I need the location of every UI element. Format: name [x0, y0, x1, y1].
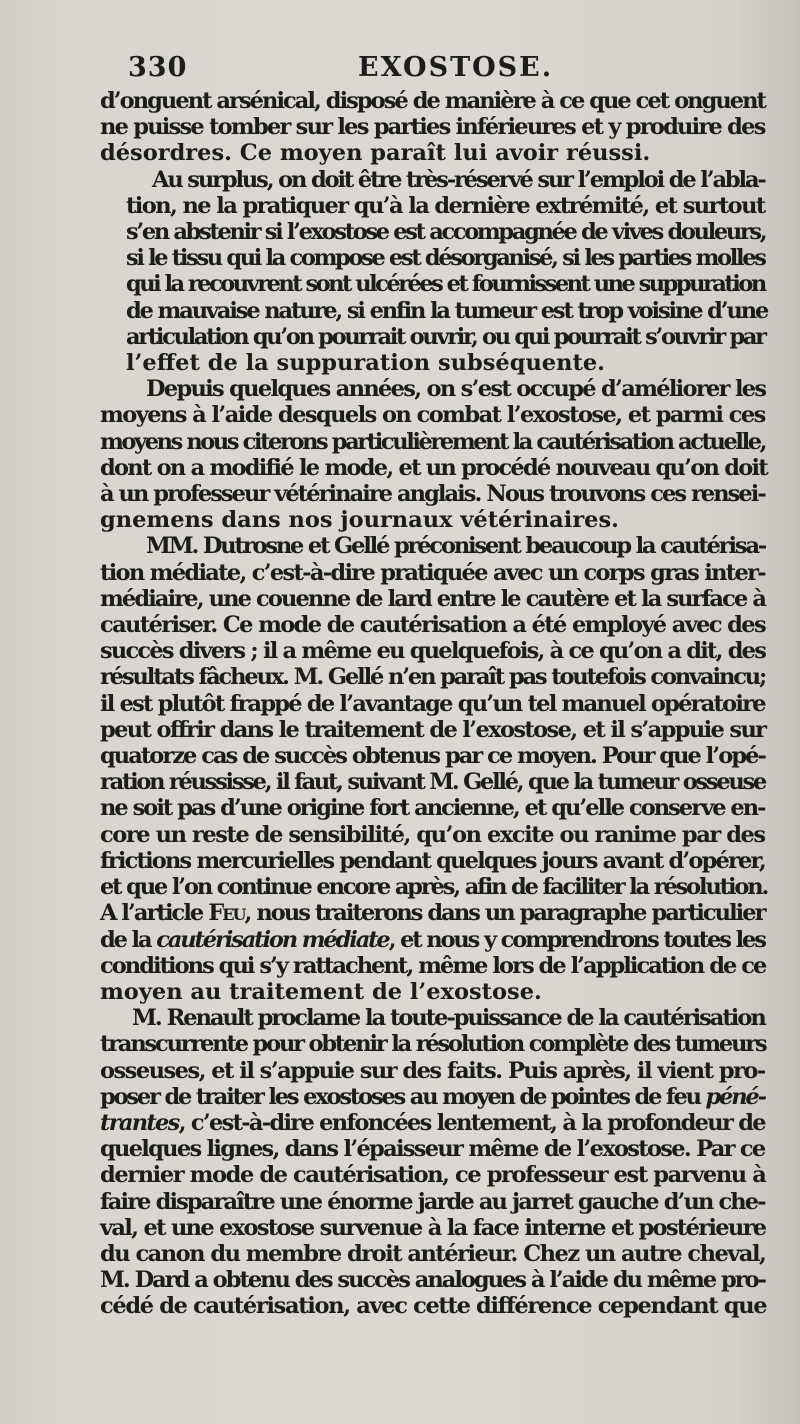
text-line: M. Dard a obtenu des succès analogues à l’aide du même pro- [100, 1267, 765, 1294]
text-line: de mauvaise nature, si enfin la tumeur est trop voisine d’une [126, 297, 768, 324]
text-line: et que l’on continue encore après, afin de faciliter la résolution. [100, 874, 768, 901]
text-line: frictions mercurielles pendant quelques jours avant d’opérer, [100, 847, 765, 874]
text-line: moyen au traitement de l’exostose. [100, 978, 542, 1005]
text-line: articulation qu’on pourrait ouvrir, ou qui pourrait s’ouvrir par [126, 323, 765, 350]
text-line: MM. Dutrosne et Gellé préconisent beaucoup la cautérisa- [146, 533, 766, 560]
text-line: cédé de cautérisation, avec cette différence cependant que [100, 1293, 767, 1320]
text-line: conditions qui s’y rattachent, même lors de l’application de ce [100, 952, 766, 979]
text-line: faire disparaître une énorme jarde au jarret gauche d’un che- [100, 1188, 765, 1215]
paragraph-5 [100, 1005, 765, 1319]
text-fragment: , c’est-à-dire enfoncées lentement, à la profondeur de [178, 1109, 765, 1136]
text-line: d’onguent arsénical, disposé de manière à ce que cet onguent [100, 88, 765, 114]
paragraph-3 [100, 376, 765, 533]
text-line: peut offrir dans le traitement de l’exostose, et il s’appuie sur [100, 716, 766, 743]
text-line: Au surplus, on doit être très-réservé sur l’emploi de l’abla- [152, 166, 765, 193]
text-line: moyens à l’aide desquels on combat l’exostose, et parmi ces [100, 402, 765, 429]
text-line [100, 900, 765, 926]
text-line: moyens nous citerons particulièrement la cautérisation actuelle, [100, 428, 766, 455]
text-line: s’en abstenir si l’exostose est accompagnée de vives douleurs, [126, 219, 766, 246]
text-line: core un reste de sensibilité, qu’on excite ou ranime par des [100, 821, 765, 848]
text-line: ne soit pas d’une origine fort ancienne, et qu’elle conserve en- [100, 795, 765, 822]
text-line: Depuis quelques années, on s’est occupé d’améliorer les [146, 376, 766, 403]
page-number: 330 [128, 52, 188, 83]
text-line: qui la recouvrent sont ulcérées et fournissent une suppuration [126, 271, 765, 298]
text-line: ne puisse tomber sur les parties inférieures et y produire des [100, 114, 765, 141]
text-fragment: A l’article [100, 900, 203, 927]
text-line [100, 927, 765, 953]
text-fragment: , nous traiterons dans un paragraphe particulier [244, 900, 765, 927]
italic-term: cautérisation médiate [156, 926, 389, 953]
text-line: osseuses, et il s’appuie sur des faits. Puis après, il vient pro- [100, 1057, 765, 1084]
italic-term: trantes [100, 1109, 179, 1136]
text-line: dernier mode de cautérisation, ce professeur est parvenu à [100, 1162, 766, 1189]
text-fragment: de la [100, 926, 151, 953]
text-line: à un professeur vétérinaire anglais. Nous trouvons ces rensei- [100, 481, 765, 508]
text-line: cautériser. Ce mode de cautérisation a été employé avec des [100, 612, 766, 639]
text-fragment: poser de traiter les exostoses au moyen de pointes de feu [100, 1083, 700, 1110]
italic-term: péné- [705, 1083, 765, 1110]
text-line: M. Renault proclame la toute-puissance de la cautérisation [132, 1005, 765, 1032]
small-caps-term: Feu [208, 900, 245, 927]
text-line: tion médiate, c’est-à-dire pratiquée avec un corps gras inter- [100, 559, 765, 586]
text-line: résultats fâcheux. M. Gellé n’en paraît pas toutefois convaincu; [100, 664, 766, 691]
text-line: quelques lignes, dans l’épaisseur même de l’exostose. Par ce [100, 1136, 765, 1163]
paragraph-1 [100, 88, 765, 167]
paragraph-4 [100, 533, 768, 1005]
text-line: dont on a modifié le mode, et un procédé nouveau qu’on doit [100, 454, 767, 481]
text-line: succès divers ; il a même eu quelquefois, à ce qu’on a dit, des [100, 638, 766, 665]
text-fragment: , et nous y comprendrons toutes les [388, 926, 765, 953]
text-line: il est plutôt frappé de l’avantage qu’un tel manuel opératoire [100, 690, 765, 717]
text-line: ration réussisse, il faut, suivant M. Gellé, que la tumeur osseuse [100, 769, 766, 796]
text-line [100, 1084, 765, 1110]
text-line: tion, ne la pratiquer qu’à la dernière extrémité, et surtout [126, 192, 765, 219]
text-line: quatorze cas de succès obtenus par ce moyen. Pour que l’opé- [100, 743, 765, 770]
page-header [128, 52, 728, 92]
text-line [100, 1110, 765, 1136]
text-line: du canon du membre droit antérieur. Chez un autre cheval, [100, 1240, 766, 1267]
text-line: val, et une exostose survenue à la face interne et postérieure [100, 1214, 766, 1241]
text-line: désordres. Ce moyen paraît lui avoir réussi. [100, 140, 651, 167]
body-text [100, 88, 768, 1320]
text-line: l’effet de la suppuration subséquente. [126, 350, 606, 377]
text-line: gnemens dans nos journaux vétérinaires. [100, 507, 619, 534]
running-head: EXOSTOSE. [358, 52, 554, 83]
text-line: médiaire, une couenne de lard entre le cautère et la surface à [100, 585, 766, 612]
text-line: transcurrente pour obtenir la résolution complète des tumeurs [100, 1031, 766, 1058]
paragraph-2 [100, 166, 768, 377]
text-line: si le tissu qui la compose est désorganisé, si les parties molles [126, 245, 765, 272]
